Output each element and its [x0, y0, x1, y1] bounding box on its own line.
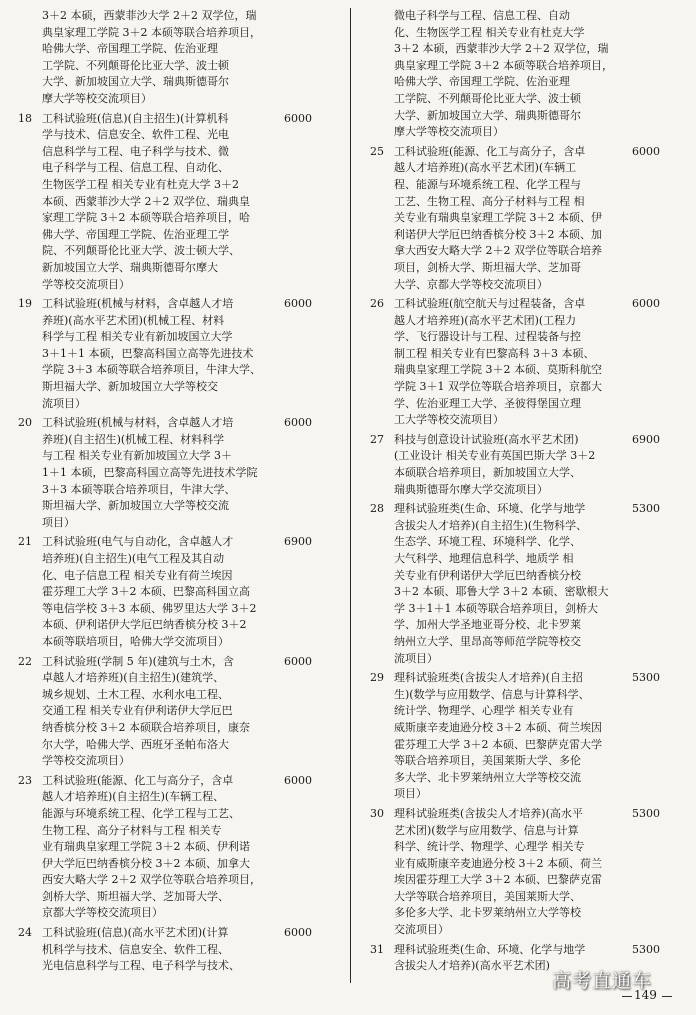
program-entry — [370, 432, 680, 498]
program-entry — [370, 144, 680, 293]
entry-quota: 5300 — [632, 806, 660, 820]
entry-text: 理科试验班类(含拔尖人才培养)(高水平 艺术团)(数学与应用数学、信息与计算 科学、统计学、物理学、心理学 相关专 业有威斯康辛麦迪逊分校 3＋2 本硕、荷兰 埃因霍芬理工大学 3＋2 本硕、巴黎萨克雷 大学等联合培养项目，美国莱斯大学、 多伦多大学、北卡罗莱纳州立大学等校 交流项目） — [394, 806, 602, 937]
entry-number: 30 — [370, 806, 384, 820]
entry-text: 工科试验班(信息)(高水平艺术团)(计算 机科学与技术、信息安全、软件工程、 光电信息科学与工程、电子科学与技术、 — [42, 926, 240, 973]
program-entry — [370, 806, 680, 939]
entry-text: 工科试验班(航空航天与过程装备，含卓 越人才培养班)(高水平艺术团)(工程力 学、飞行器设计与工程、过程装备与控 制工程 相关专业有巴黎高科 3＋3 本硕、 瑞典皇家理工学院 3＋2 本硕、莫斯科航空 学院 3＋1 双学位等联合培养项目，京都大 学、佐治亚理工大学、圣彼得堡国立理 工大学等校交流项目） — [394, 297, 602, 427]
footer-rule-right — [662, 996, 672, 997]
entry-text: 工科试验班(机械与材料，含卓越人才培 养班)(自主招生)(机械工程、材料科学 与工程 相关专业有新加坡国立大学 3＋ 1＋1 本硕，巴黎高科国立高等先进技术学院 3＋3 本硕等联合培养项目，牛津大学、 斯坦福大学、新加坡国立大学等校交流 项目） — [42, 416, 258, 529]
entry-text: 工科试验班(机械与材料，含卓越人才培 养班)(高水平艺术团)(机械工程、材料 科学与工程 相关专业有新加坡国立大学 3＋1＋1 本硕，巴黎高科国立高等先进技术 学院 3＋3 本硕等联合培养项目，牛津大学、 斯坦福大学、新加坡国立大学等校交 流项目） — [42, 297, 261, 410]
entry-number: 20 — [18, 416, 32, 430]
continuation-text: 微电子科学与工程、信息工程、自动 化、生物医学工程 相关专业有杜克大学 3＋2 本硕，西蒙菲沙大学 2＋2 双学位，瑞 典皇家理工学院 3＋2 本硕等联合培养项目， 哈佛大学、帝国理工学院、佐治亚理 工学院、不列颠哥伦比亚大学、波士顿 大学、新加坡国立大学、瑞典斯德哥尔 摩大学等校交流项目） — [394, 9, 613, 139]
continuation-text: 3＋2 本硕，西蒙菲沙大学 2＋2 双学位，瑞 典皇家理工学院 3＋2 本硕等联合培养项目， 哈佛大学、帝国理工学院、佐治亚理 工学院、不列颠哥伦比亚大学、波士顿 大学、新加坡国立大学、瑞典斯德哥尔 摩大学等校交流项目） — [42, 9, 261, 105]
watermark-logo: 高考直通车 — [552, 970, 653, 992]
entry-number: 25 — [370, 144, 384, 158]
footer-rule-left — [622, 996, 632, 997]
program-entry — [18, 773, 336, 922]
entry-number: 18 — [18, 111, 32, 125]
entry-quota: 6000 — [284, 773, 312, 787]
entry-text: 科技与创意设计试验班(高水平艺术团) (工业设计 相关专业有英国巴斯大学 3＋2 本硕联合培养项目，新加坡国立大学、 瑞典斯德哥尔摩大学交流项目） — [394, 432, 596, 496]
entry-quota: 6000 — [632, 144, 660, 158]
program-entry — [18, 111, 336, 294]
entry-quota: 6000 — [284, 416, 312, 430]
entry-number: 27 — [370, 432, 384, 446]
program-entry — [370, 501, 680, 667]
entry-quota: 5300 — [632, 671, 660, 685]
left-column — [18, 8, 336, 978]
entry-number: 23 — [18, 773, 32, 787]
entry-quota: 6000 — [632, 297, 660, 311]
entry-quota: 6900 — [284, 535, 312, 549]
entry-text: 理科试验班类(含拔尖人才培养)(自主招 生)(数学与应用数学、信息与计算科学、 统计学、物理学、心理学 相关专业有 威斯康辛麦迪逊分校 3＋2 本硕、荷兰埃因 霍芬理工大学 3＋2 本硕、巴黎萨克雷大学 等联合培养项目，美国莱斯大学、多伦 多大学、北卡罗莱纳州立大学等校交流 项目） — [394, 671, 602, 801]
entry-number: 19 — [18, 297, 32, 311]
entry-quota: 6000 — [284, 926, 312, 940]
program-entry — [370, 670, 680, 803]
page-number: 149 — [634, 988, 657, 1002]
program-entry — [370, 296, 680, 429]
entry-number: 31 — [370, 942, 384, 956]
entry-quota: 5300 — [632, 502, 660, 516]
column-divider — [350, 8, 351, 983]
entry-text: 理科试验班类(生命、环境、化学与地学 含拔尖人才培养)(自主招生)(生物科学、 生态学、环境工程、环境科学、化学、 大气科学、地理信息科学、地质学 相 关专业有伊利诺伊大学厄巴纳香槟分校 3＋2 本硕、耶鲁大学 3＋2 本硕、密歇根大 学 3＋1＋1 本硕等联合培养项目，剑桥大 学、加州大学圣地亚哥分校、北卡罗莱 纳州立大学、里昂高等师范学院等校交 流项目） — [394, 502, 609, 665]
program-entry — [18, 654, 336, 770]
program-entry — [18, 534, 336, 650]
entry-text: 工科试验班(电气与自动化，含卓越人才 培养班)(自主招生)(电气工程及其自动 化、电子信息工程 相关专业有荷兰埃因 霍芬理工大学 3＋2 本硕、巴黎高科国立高 等电信学校 3＋3 本硕、佛罗里达大学 3＋2 本硕、伊利诺伊大学厄巴纳香槟分校 3＋2 本硕等联培项目，哈佛大学交流项目） — [42, 535, 257, 648]
entry-quota: 6900 — [632, 432, 660, 446]
entry-quota: 6000 — [284, 111, 312, 125]
entry-number: 22 — [18, 654, 32, 668]
entry-number: 21 — [18, 535, 32, 549]
entry-quota: 6000 — [284, 654, 312, 668]
entry-text: 理科试验班类(生命、环境、化学与地学 含拔尖人才培养)(高水平艺术团) — [394, 942, 586, 973]
entry-text: 工科试验班(信息)(自主招生)(计算机科 学与技术、信息安全、软件工程、光电 信息科学与工程、电子科学与技术、微 电子科学与工程、信息工程、自动化、 生物医学工程 相关专业有杜克大学 3＋2 本硕、西蒙菲沙大学 2＋2 双学位、瑞典皇 家理工学院 3＋2 本硕等联合培养项目，哈 佛大学、帝国理工学院、佐治亚理工学 院、不列颠哥伦比亚大学、波士顿大学、 新加坡国立大学、瑞典斯德哥尔摩大 学等校交流项目） — [42, 111, 250, 291]
program-entry — [18, 415, 336, 531]
entry-text: 工科试验班(学制 5 年)(建筑与土木，含 卓越人才培养班)(自主招生)(建筑学、 城乡规划、土木工程、水利水电工程、 交通工程 相关专业有伊利诺伊大学厄巴 纳香槟分校 3＋2 本硕联合培养项目，康奈 尔大学，哈佛大学、西班牙圣帕布洛大 学等校交流项目） — [42, 654, 250, 768]
continuation-block — [370, 8, 680, 141]
entry-number: 24 — [18, 926, 32, 940]
entry-number: 29 — [370, 671, 384, 685]
entry-quota: 6000 — [284, 297, 312, 311]
program-entry — [18, 296, 336, 412]
entry-text: 工科试验班(能源、化工与高分子，含卓 越人才培养班)(自主招生)(车辆工程、 能源与环境系统工程、化学工程与工艺、 生物工程、高分子材料与工程 相关专 业有瑞典皇家理工学院 3＋2 本硕、伊利诺 伊大学厄巴纳香槟分校 3＋2 本硕、加拿大 西安大略大学 2＋2 双学位等联合培养项目， 剑桥大学、斯坦福大学、芝加哥大学、 京都大学等校交流项目） — [42, 773, 261, 920]
entry-quota: 5300 — [632, 942, 660, 956]
program-entry — [18, 925, 336, 975]
right-column — [370, 8, 680, 978]
continuation-block — [18, 8, 336, 108]
entry-number: 26 — [370, 297, 384, 311]
entry-text: 工科试验班(能源、化工与高分子，含卓 越人才培养班)(高水平艺术团)(车辆工 程、能源与环境系统工程、化学工程与 工艺、生物工程、高分子材料与工程 相 关专业有瑞典皇家理工学院 3＋2 本硕、伊 利诺伊大学厄巴纳香槟分校 3＋2 本硕、加 拿大西安大略大学 2＋2 双学位等联合培养 项目，剑桥大学、斯坦福大学、芝加哥 大学、京都大学等校交流项目） — [394, 144, 602, 291]
entry-number: 28 — [370, 502, 384, 516]
